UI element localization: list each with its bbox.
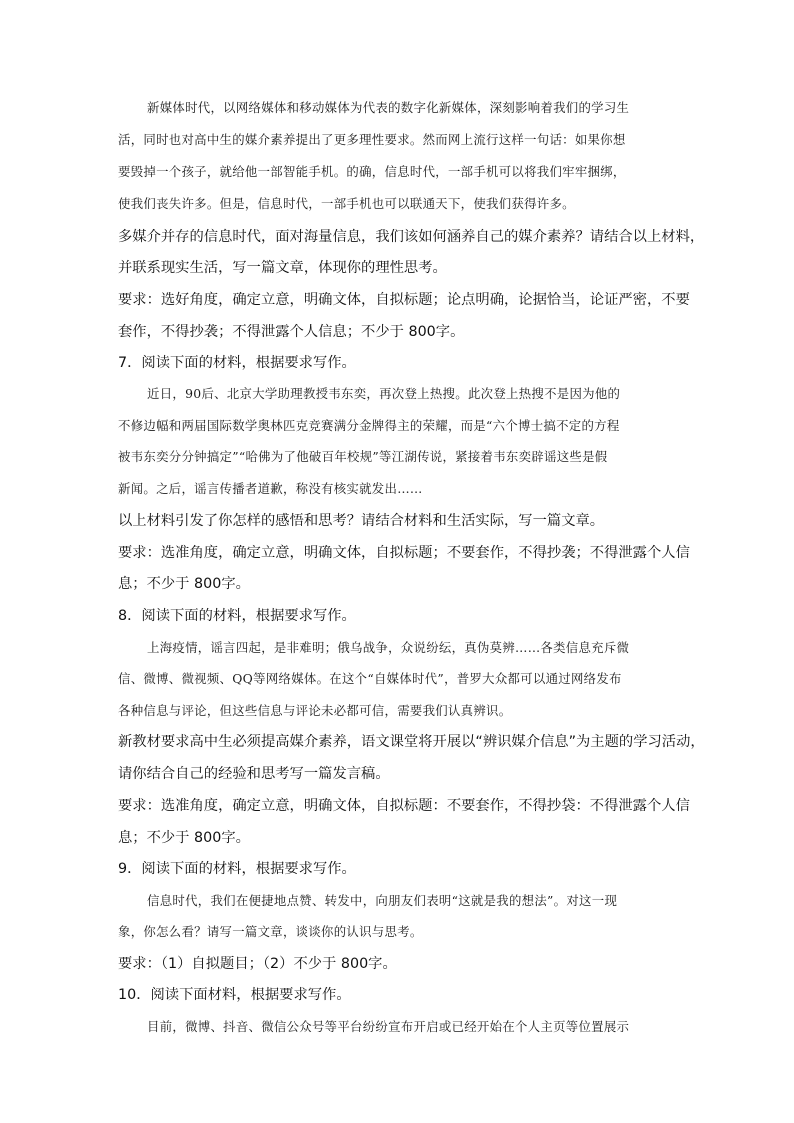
question-8-heading: 8．阅读下面的材料，根据要求写作。 xyxy=(118,608,356,624)
material-6-line-4: 使我们丧失许多。但是，信息时代，一部手机也可以联通天下，使我们获得许多。 xyxy=(118,196,575,211)
material-6-line-1: 新媒体时代，以网络媒体和移动媒体为代表的数字化新媒体，深刻影响着我们的学习生 xyxy=(147,100,630,115)
requirements-9: 要求：（1）自拟题目；（2）不少于 800字。 xyxy=(118,956,397,972)
material-10-line-1: 目前，微博、抖音、微信公众号等平台纷纷宣布开启或已经开始在个人主页等位置展示 xyxy=(147,1019,630,1034)
requirements-6-line-2: 套作，不得抄袭；不得泄露个人信息；不少于 800字。 xyxy=(118,324,465,340)
material-7-line-3: 被韦东奕分分钟搞定”“哈佛为了他破百年校规”等江湖传说，紧接着韦东奕辟谣这些是假 xyxy=(118,449,608,464)
prompt-6-line-1: 多媒介并存的信息时代，面对海量信息，我们该如何涵养自己的媒介素养？请结合以上材料， xyxy=(118,229,705,245)
question-9-heading: 9．阅读下面的材料，根据要求写作。 xyxy=(118,861,356,877)
material-8-line-1: 上海疫情，谣言四起，是非难明；俄乌战争，众说纷纭，真伪莫辨……各类信息充斥微 xyxy=(147,640,630,655)
material-6-line-3: 要毁掉一个孩子，就给他一部智能手机。的确，信息时代，一部手机可以将我们牢牢捆绑， xyxy=(118,164,626,179)
prompt-8-line-2: 请你结合自己的经验和思考写一篇发言稿。 xyxy=(118,766,390,782)
prompt-7: 以上材料引发了你怎样的感悟和思考？请结合材料和生活实际，写一篇文章。 xyxy=(118,513,605,529)
prompt-8-line-1: 新教材要求高中生必须提高媒介素养，语文课堂将开展以“辨识媒介信息”为主题的学习活动， xyxy=(118,734,705,750)
material-9-line-1: 信息时代，我们在便捷地点赞、转发中，向朋友们表明“这就是我的想法”。对这一现 xyxy=(147,893,618,908)
prompt-6-line-2: 并联系现实生活，写一篇文章，体现你的理性思考。 xyxy=(118,260,447,276)
material-8-line-2: 信、微博、微视频、QQ等网络媒体。在这个“自媒体时代”，普罗大众都可以通过网络发布 xyxy=(118,671,622,686)
requirements-8-line-1: 要求：选准角度，确定立意，明确文体，自拟标题：不要套作，不得抄袋：不得泄露个人信 xyxy=(118,798,690,814)
question-7-heading: 7．阅读下面的材料，根据要求写作。 xyxy=(118,355,356,371)
requirements-8-line-2: 息；不少于 800字。 xyxy=(118,830,250,846)
requirements-7-line-2: 息；不少于 800字。 xyxy=(118,576,250,592)
material-6-line-2: 活，同时也对高中生的媒介素养提出了更多理性要求。然而网上流行这样一句话：如果你想 xyxy=(118,132,626,147)
requirements-7-line-1: 要求：选准角度，确定立意，明确文体，自拟标题；不要套作，不得抄袭；不得泄露个人信 xyxy=(118,545,690,561)
material-7-line-1: 近日，90后、北京大学助理教授韦东奕，再次登上热搜。此次登上热搜不是因为他的 xyxy=(147,386,621,401)
material-9-line-2: 象，你怎么看？请写一篇文章，谈谈你的认识与思考。 xyxy=(118,924,423,939)
requirements-6-line-1: 要求：选好角度，确定立意，明确文体，自拟标题；论点明确，论据恰当，论证严密，不要 xyxy=(118,292,690,308)
material-7-line-4: 新闻。之后，谣言传播者道歉，称没有核实就发出…… xyxy=(118,481,423,496)
question-10-heading: 10．阅读下面材料，根据要求写作。 xyxy=(118,987,351,1003)
material-7-line-2: 不修边幅和两届国际数学奥林匹克竞赛满分金牌得主的荣耀，而是“六个博士搞不定的方程 xyxy=(118,418,620,433)
material-8-line-3: 各种信息与评论，但这些信息与评论未必都可信，需要我们认真辨识。 xyxy=(118,703,512,718)
